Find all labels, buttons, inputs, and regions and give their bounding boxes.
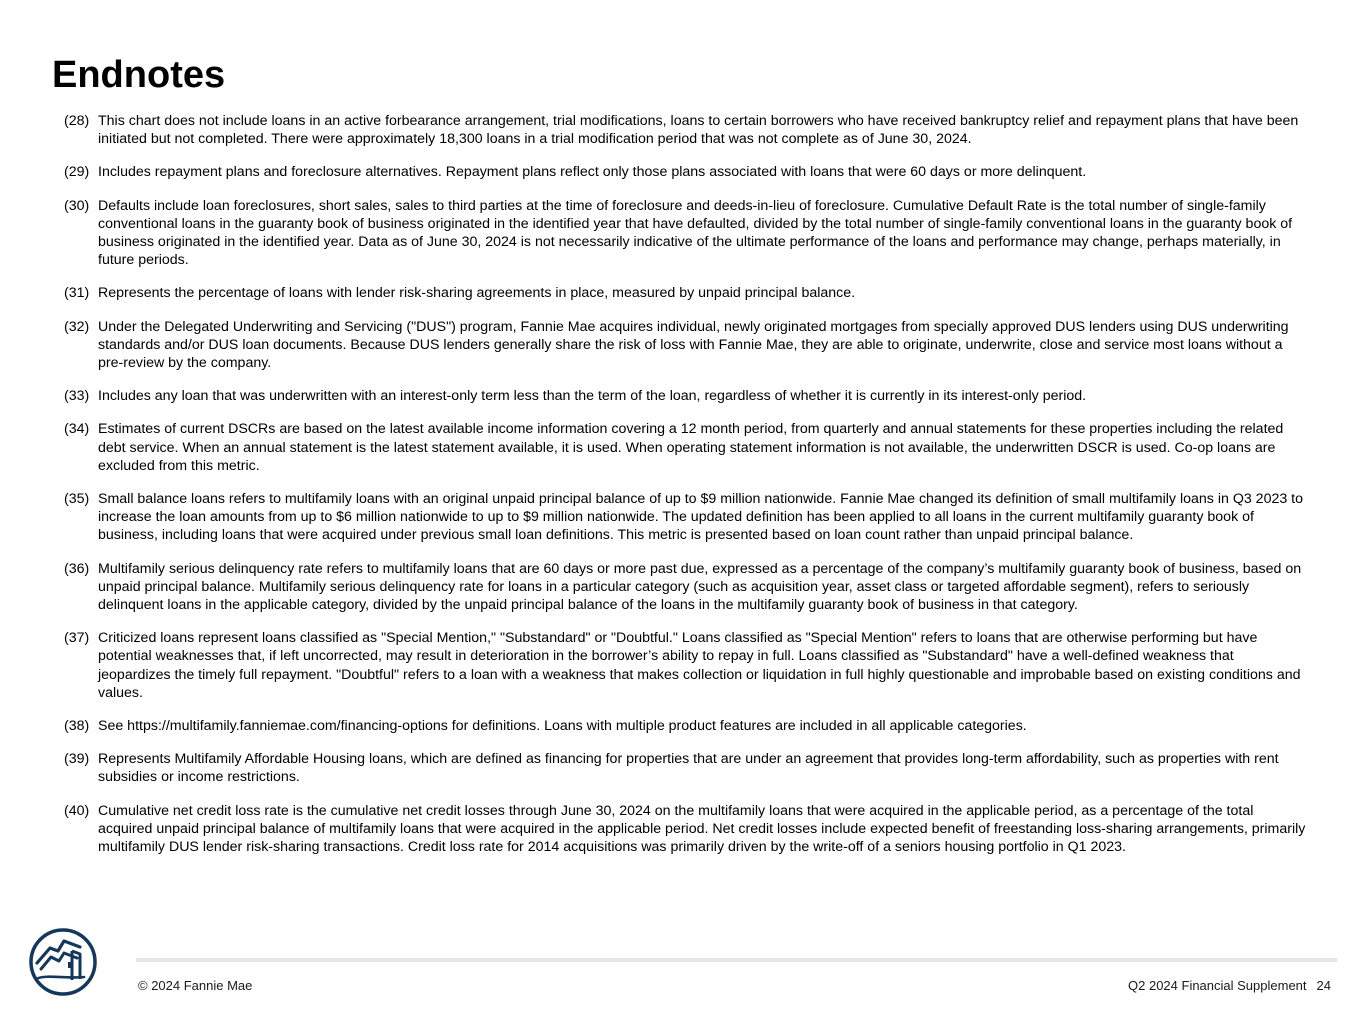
endnote-text: Estimates of current DSCRs are based on the latest available income information covering a 12 month period, from quarterly and annual statements for these properties including the related debt service. When an annual statement is the latest statement available, it is used. When operating statement information is not available, the underwritten DSCR is used. Co-op loans are excluded from this metric. (98, 421, 1284, 474)
endnotes-list (64, 112, 1309, 871)
endnote-text: Multifamily serious delinquency rate refers to multifamily loans that are 60 days or more past due, expressed as a percentage of the company’s multifamily guaranty book of business, based on unpaid principal balance. Multifamily serious delinquency rate for loans in a particular category (such as acquisition year, asset class or targeted affordable segment), refers to seriously delinquent loans in the applicable category, divided by the unpaid principal balance of the loans in the multifamily guaranty book of business in that category. (98, 560, 1302, 614)
endnote-32 (64, 318, 1309, 373)
footer-copyright: © 2024 Fannie Mae (138, 978, 253, 993)
endnote-33 (64, 387, 1309, 405)
endnote-text: Cumulative net credit loss rate is the cumulative net credit losses through June 30, 2024 on the multifamily loans that were acquired in the applicable period, as a percentage of the total acquired unpaid principal balance of multifamily loans that were acquired in the applicable period. Net credit losses include expected benefit of freestanding loss-sharing arrangements, primarily multifamily DUS lender risk-sharing transactions. Credit loss rate for 2014 acquisitions was primarily driven by the write-off of a seniors housing portfolio in Q1 2023. (98, 802, 1306, 856)
endnote-number: (29) (64, 164, 90, 181)
endnote-number: (28) (64, 113, 90, 129)
endnote-40 (64, 802, 1309, 857)
endnote-number: (33) (64, 388, 90, 405)
endnote-text: Represents the percentage of loans with lender risk-sharing agreements in place, measured by unpaid principal balance. (98, 285, 856, 302)
endnote-38 (64, 717, 1309, 735)
endnote-text: Represents Multifamily Affordable Housing loans, which are defined as financing for properties that are under an agreement that provides long-term affordability, such as properties with rent subsidies or income restrictions. (98, 751, 1279, 786)
endnote-text: See https://multifamily.fanniemae.com/financing-options for definitions. Loans with multiple product features are included in all applicable categories. (98, 718, 1027, 735)
endnote-text: Criticized loans represent loans classified as "Special Mention," "Substandard" or "Doubtful." Loans classified as "Special Mention" refers to loans that are otherwise performing but have potential weaknesses that, if left uncorrected, may result in deterioration in the borrower’s ability to repay in full. Loans classified as "Substandard" have a well-defined weakness that jeopardizes the timely full repayment. "Doubtful" refers to a loan with a weakness that makes collection or liquidation in full highly questionable and improbable based on existing conditions and values. (98, 630, 1301, 701)
endnote-number: (31) (64, 285, 90, 302)
endnote-37 (64, 629, 1309, 702)
endnote-35 (64, 490, 1309, 545)
footer-page-number: 24 (1316, 978, 1331, 993)
footer-document-title: Q2 2024 Financial Supplement (1128, 978, 1307, 993)
footer-doc-info (1128, 978, 1331, 994)
endnote-number: (36) (64, 560, 90, 577)
endnote-text: This chart does not include loans in an active forbearance arrangement, trial modifications, loans to certain borrowers who have received bankruptcy relief and repayment plans that have been initiated but not completed. There were approximately 18,300 loans in a trial modification period that was not complete as of June 30, 2024. (98, 113, 1299, 148)
endnote-28 (64, 112, 1309, 148)
endnote-34 (64, 420, 1309, 475)
footer-divider (136, 958, 1337, 962)
fannie-mae-house-icon (28, 927, 98, 997)
endnote-number: (39) (64, 751, 90, 768)
endnote-number: (38) (64, 718, 90, 735)
endnote-30 (64, 197, 1309, 270)
page-title: Endnotes (52, 54, 226, 96)
endnote-text: Defaults include loan foreclosures, short sales, sales to third parties at the time of foreclosure and deeds-in-lieu of foreclosure. Cumulative Default Rate is the total number of single-family conventional loans in the guaranty book of business originated in the identified year that have defaulted, divided by the total number of single-family conventional loans in the guaranty book of business originated in the identified year. Data as of June 30, 2024 is not necessarily indicative of the ultimate performance of the loans and performance may change, perhaps materially, in future periods. (98, 197, 1293, 269)
endnote-36 (64, 560, 1309, 615)
endnote-29 (64, 163, 1309, 181)
endnote-number: (40) (64, 802, 90, 819)
endnote-text: Includes any loan that was underwritten with an interest-only term less than the term of the loan, regardless of whether it is currently in its interest-only period. (98, 388, 1087, 405)
endnote-number: (35) (64, 491, 90, 508)
endnote-31 (64, 284, 1309, 302)
endnote-number: (32) (64, 318, 90, 335)
endnote-39 (64, 750, 1309, 786)
endnote-text: Under the Delegated Underwriting and Servicing ("DUS") program, Fannie Mae acquires individual, newly originated mortgages from specially approved DUS lenders using DUS underwriting standards and/or DUS loan documents. Because DUS lenders generally share the risk of loss with Fannie Mae, they are able to originate, underwrite, close and service most loans without a pre-review by the company. (98, 318, 1289, 372)
endnote-number: (30) (64, 197, 90, 214)
endnote-text: Small balance loans refers to multifamily loans with an original unpaid principal balance of up to $9 million nationwide. Fannie Mae changed its definition of small multifamily loans in Q3 2023 to increase the loan amounts from up to $6 million nationwide to up to $9 million nationwide. The updated definition has been applied to all loans in the current multifamily guaranty book of business, including loans that were acquired under previous small loan definitions. This metric is presented based on loan count rather than unpaid principal balance. (98, 491, 1304, 544)
endnote-number: (37) (64, 630, 90, 647)
endnote-number: (34) (64, 421, 90, 438)
endnote-text: Includes repayment plans and foreclosure alternatives. Repayment plans reflect only those plans associated with loans that were 60 days or more delinquent. (98, 164, 1087, 181)
